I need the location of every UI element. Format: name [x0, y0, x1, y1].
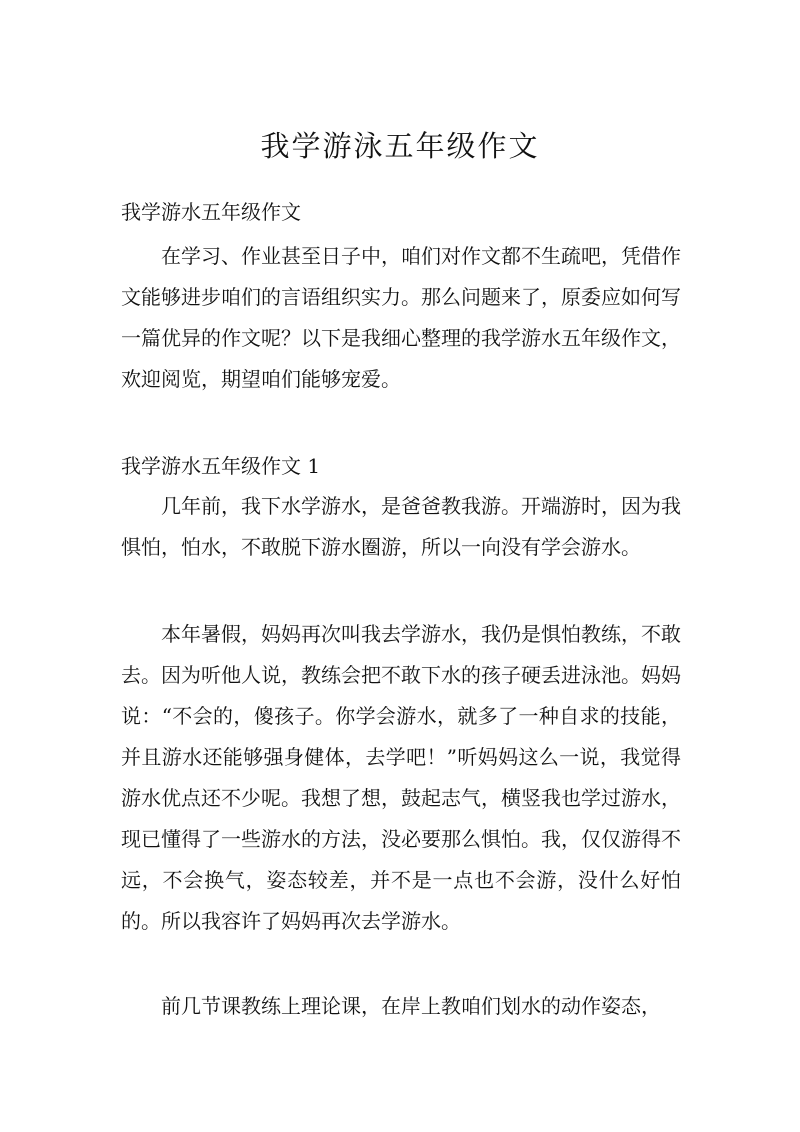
body-paragraph-1: 几年前，我下水学游水，是爸爸教我游。开端游时，因为我惧怕，怕水，不敢脱下游水圈游，所以一向没有学会游水。	[121, 494, 681, 559]
section-heading-main: 我学游水五年级作文	[121, 200, 301, 224]
section-heading-1: 我学游水五年级作文 1	[121, 454, 321, 478]
document-title: 我学游泳五年级作文	[260, 129, 540, 163]
body-paragraph-2: 本年暑假，妈妈再次叫我去学游水，我仍是惧怕教练，不敢去。因为听他人说，教练会把不敢下水的孩子硬丢进泳池。妈妈说：“不会的，傻孩子。你学会游水，就多了一种自求的技能，并且游水还能够强身健体，去学吧！”听妈妈这么一说，我觉得游水优点还不少呢。我想了想，鼓起志气，横竖我也学过游水，现已懂得了一些游水的方法，没必要那么惧怕。我，仅仅游得不远，不会换气，姿态较差，并不是一点也不会游，没什么好怕的。所以我容许了妈妈再次去学游水。	[121, 622, 681, 933]
body-paragraph-3: 前几节课教练上理论课，在岸上教咱们划水的动作姿态，	[161, 994, 661, 1018]
intro-paragraph: 在学习、作业甚至日子中，咱们对作文都不生疏吧，凭借作文能够进步咱们的言语组织实力。那么问题来了，原委应如何写一篇优异的作文呢？以下是我细心整理的我学游水五年级作文，欢迎阅览，期望咱们能够宠爱。	[121, 244, 681, 391]
